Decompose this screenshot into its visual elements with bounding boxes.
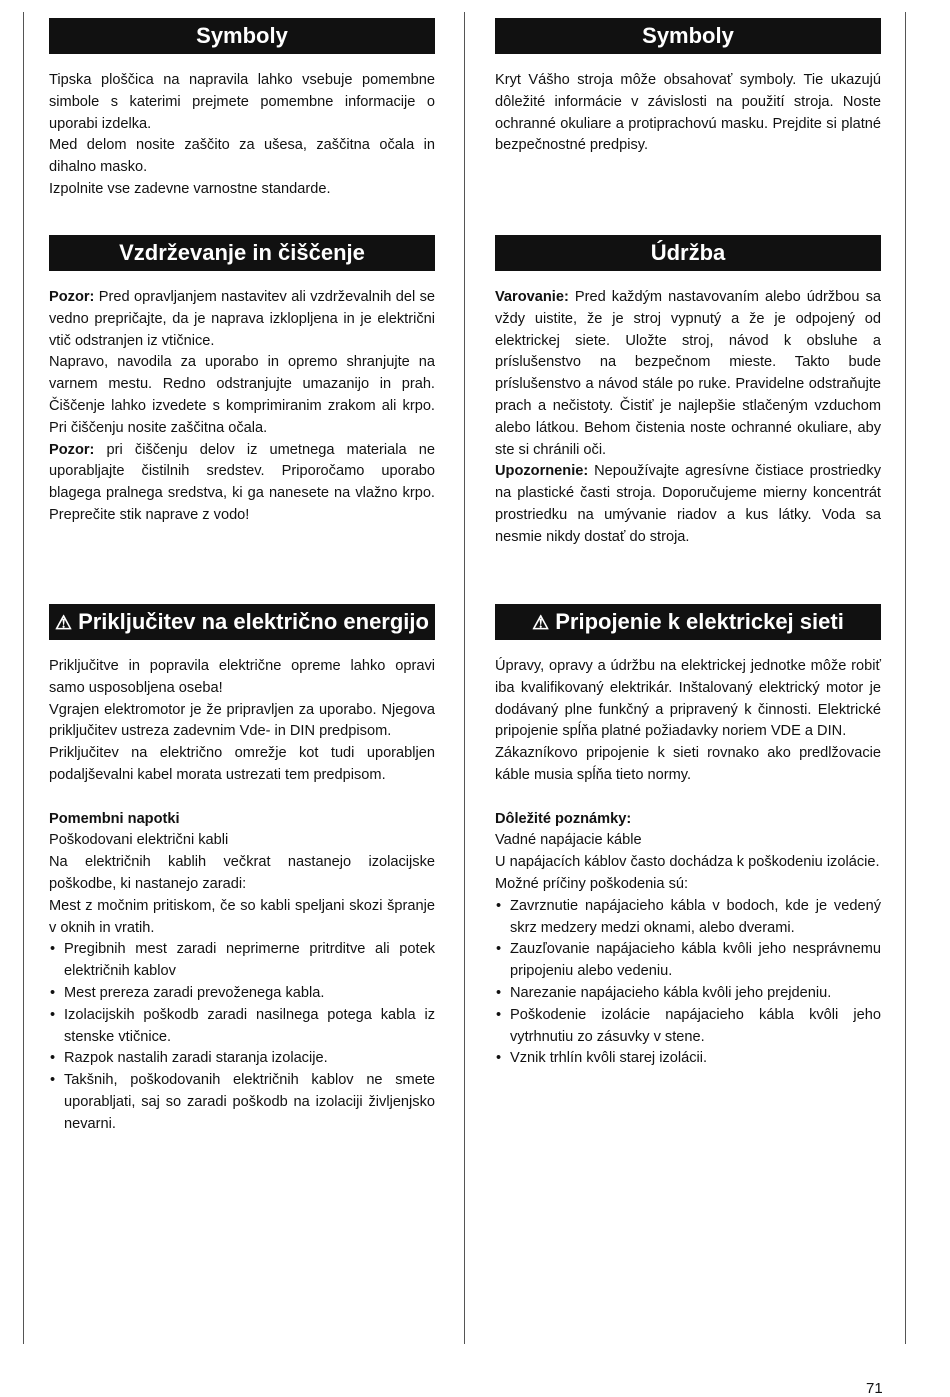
spacer bbox=[495, 787, 881, 809]
paragraph: Na električnih kablih večkrat nastanejo izolacijske poškodbe, ki nastanejo zaradi: bbox=[49, 854, 435, 892]
electric-section-sl bbox=[49, 604, 435, 1136]
section-body bbox=[495, 70, 881, 157]
notes-heading bbox=[495, 809, 881, 831]
paragraph bbox=[49, 287, 435, 352]
paragraph: Kryt Vášho stroja môže obsahovať symboly. Tie ukazujú dôležité informácie v závislosti na použití stroja. Noste ochranné okuliare a protiprachovú masku. Prejdite si platné bezpečnostné predpisy. bbox=[495, 72, 881, 154]
spacer bbox=[49, 787, 435, 809]
list-item: • Razpok nastalih zaradi staranja izolacije. bbox=[49, 1048, 435, 1070]
paragraph: Izpolnite vse zadevne varnostne standarde. bbox=[49, 180, 331, 197]
list-item: • Vznik trhlín kvôli starej izolácii. bbox=[495, 1048, 881, 1070]
electric-section-sk bbox=[495, 604, 881, 1070]
section-body bbox=[49, 70, 435, 201]
list-item: • Izolacijskih poškodb zaradi nasilnega potega kabla iz stenske vtičnice. bbox=[49, 1005, 435, 1049]
list-item: • Poškodenie izolácie napájacieho kábla kvôli jeho vytrhnutiu zo zásuvky v stene. bbox=[495, 1005, 881, 1049]
paragraph: Vgrajen elektromotor je že pripravljen za uporabo. Njegova priključitev ustreza zadevnim Vde- in DIN predpisom. bbox=[49, 701, 435, 740]
paragraph: Tipska ploščica na napravila lahko vsebuje pomembne simbole s katerimi prejmete pomembne informacije o uporabi izdelka. bbox=[49, 72, 435, 132]
notes-subheading: Poškodovani električni kabli bbox=[49, 832, 229, 849]
notes-heading bbox=[49, 809, 435, 831]
maintenance-section-sk bbox=[495, 235, 881, 549]
right-column bbox=[495, 0, 881, 1397]
page-number: 71 bbox=[866, 1380, 883, 1397]
paragraph bbox=[495, 461, 881, 548]
warning-label: Pozor: bbox=[49, 441, 95, 458]
list-item: • Narezanie napájacieho kábla kvôli jeho prejdeniu. bbox=[495, 983, 881, 1005]
notes-heading-text: Pomembni napotki bbox=[49, 810, 180, 827]
paragraph bbox=[495, 287, 881, 461]
paragraph: U napájacích káblov často dochádza k poškodeniu izolácie. bbox=[495, 854, 880, 871]
bullet-list bbox=[49, 939, 435, 1135]
heading-text: Priključitev na električno energijo bbox=[78, 609, 429, 634]
paragraph: Priključitve in popravila električne opreme lahko opravi samo usposobljena oseba! bbox=[49, 658, 435, 696]
paragraph-text: Pred opravljanjem nastavitev ali vzdrževalnih del se vedno prepričajte, da je naprava izklopljena in je električni vtič odstranjen iz vtičnice. bbox=[49, 289, 435, 349]
section-heading: Vzdrževanje in čiščenje bbox=[49, 235, 435, 271]
paragraph: Úpravy, opravy a údržbu na elektrickej jednotke môže robiť iba kvalifikovaný elektrikár. Inštalovaný elektrický motor je dodávaný plne funkčný a pripravený k činnosti. Elektrické pripojenie spĺňa platné požiadavky noriem VDE a DIN. bbox=[495, 658, 881, 740]
warning-triangle-icon: ⚠ bbox=[55, 613, 73, 634]
section-body bbox=[49, 656, 435, 1136]
section-body bbox=[495, 656, 881, 1070]
heading-text: Pripojenie k elektrickej sieti bbox=[555, 609, 844, 634]
warning-label: Upozornenie: bbox=[495, 463, 589, 480]
paragraph: Možné príčiny poškodenia sú: bbox=[495, 875, 689, 892]
list-item: • Zauzľovanie napájacieho kábla kvôli jeho nesprávnemu pripojeniu alebo vedeniu. bbox=[495, 939, 881, 983]
list-item: • Pregibnih mest zaradi neprimerne pritrditve ali potek električnih kablov bbox=[49, 939, 435, 983]
right-margin-rule bbox=[905, 12, 906, 1344]
paragraph: Priključitev na električno omrežje kot tudi uporabljen podaljševalni kabel morata ustrezati tem predpisom. bbox=[49, 745, 435, 783]
warning-triangle-icon: ⚠ bbox=[532, 613, 550, 634]
left-column bbox=[49, 0, 435, 1397]
section-heading bbox=[495, 604, 881, 640]
paragraph: Napravo, navodila za uporabo in opremo shranjujte na varnem mestu. Redno odstranjujte umazanijo in prah. Čiščenje lahko izvedete s komprimiranim zrakom ali krpo. Pri čiščenju nosite zaščitna očala. bbox=[49, 354, 435, 436]
notes-heading-text: Dôležité poznámky: bbox=[495, 810, 632, 827]
paragraph-text: Pred každým nastavovaním alebo údržbou sa vždy uistite, že je stroj vypnutý a že je odpojený od elektrickej siete. Uložte stroj, návod k obsluhe a príslušenstvo na bezpečnom mieste. Takto bude príslušenstvo a návod stále po ruke. Pravidelne odstraňujte prach a nečistoty. Čistiť je najlepšie stlačeným vzduchom alebo látkou. Behom čistenia noste ochranné okuliare, aby ste si chránili oči. bbox=[495, 289, 881, 458]
paragraph: Mest z močnim pritiskom, če so kabli speljani skozi špranje v oknih in vratih. bbox=[49, 897, 435, 936]
section-body bbox=[49, 287, 435, 527]
list-item: • Mest prereza zaradi prevoženega kabla. bbox=[49, 983, 435, 1005]
warning-label: Pozor: bbox=[49, 289, 95, 305]
section-heading: Symboly bbox=[495, 18, 881, 54]
symbols-section-sl bbox=[49, 18, 435, 201]
paragraph: Zákazníkovo pripojenie k sieti rovnako ako predlžovacie káble musia spĺňa tieto normy. bbox=[495, 745, 881, 783]
left-margin-rule bbox=[23, 12, 24, 1344]
center-divider-rule bbox=[464, 12, 465, 1344]
paragraph bbox=[49, 440, 435, 527]
section-heading: Údržba bbox=[495, 235, 881, 271]
section-heading bbox=[49, 604, 435, 640]
paragraph-text: pri čiščenju delov iz umetnega materiala ne uporabljajte čistilnih sredstev. Priporočamo uporabo blagega pralnega sredstva, ki ga nanesete na vlažno krpo. Preprečite stik naprave z vodo! bbox=[49, 441, 435, 523]
warning-label: Varovanie: bbox=[495, 289, 569, 305]
notes-subheading: Vadné napájacie káble bbox=[495, 832, 642, 849]
paragraph-text: Nepoužívajte agresívne čistiace prostriedky na plastické časti stroja. Doporučujeme mierny koncentrát prostriedku na umývanie riadov a kus látky. Voda sa nesmie nikdy dostať do stroja. bbox=[495, 463, 881, 545]
section-body bbox=[495, 287, 881, 549]
paragraph: Med delom nosite zaščito za ušesa, zaščitna očala in dihalno masko. bbox=[49, 137, 435, 176]
list-item: • Zavrznutie napájacieho kábla v bodoch, kde je vedený skrz medzery medzi oknami, alebo dverami. bbox=[495, 896, 881, 940]
maintenance-section-sl bbox=[49, 235, 435, 527]
bullet-list bbox=[495, 896, 881, 1070]
symbols-section-sk bbox=[495, 18, 881, 157]
list-item: • Takšnih, poškodovanih električnih kablov ne smete uporabljati, saj so zaradi poškodb na izolaciji življenjsko nevarni. bbox=[49, 1070, 435, 1135]
section-heading: Symboly bbox=[49, 18, 435, 54]
